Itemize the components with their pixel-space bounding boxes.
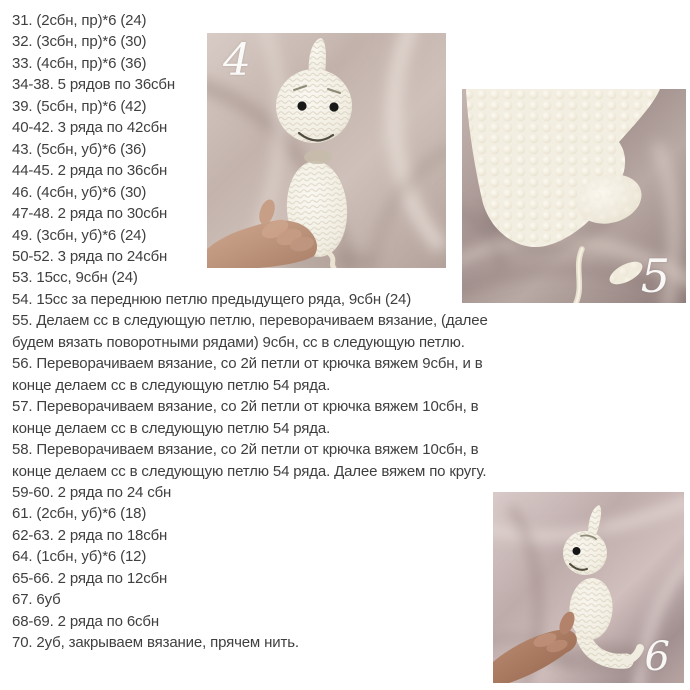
instruction-line: 57. Переворачиваем вязание, со 2й петли от крючка вяжем 10сбн, в bbox=[12, 398, 479, 416]
doll-neck-shadow bbox=[304, 150, 332, 164]
photo-number-4: 4 bbox=[223, 35, 251, 86]
instruction-line: 50-52. 3 ряда по 24сбн bbox=[12, 247, 168, 265]
instruction-line: 65-66. 2 ряда по 12сбн bbox=[12, 569, 168, 587]
instruction-line: конце делаем сс в следующую петлю 54 ряда. bbox=[12, 419, 331, 437]
photo-step-5 bbox=[462, 89, 686, 303]
instruction-line: 62-63. 2 ряда по 18сбн bbox=[12, 526, 168, 544]
doll-right-eye bbox=[329, 102, 338, 111]
instruction-line: конце делаем сс в следующую петлю 54 ряда. bbox=[12, 376, 331, 394]
yarn-tail bbox=[330, 254, 334, 268]
instruction-line: 64. (1сбн, уб)*6 (12) bbox=[12, 548, 147, 566]
instruction-line: 61. (2сбн, уб)*6 (18) bbox=[12, 505, 147, 523]
photo-step-6 bbox=[493, 492, 684, 683]
instruction-line: 70. 2уб, закрываем вязание, прячем нить. bbox=[12, 634, 299, 652]
instruction-line: 34-38. 5 рядов по 36сбн bbox=[12, 76, 175, 94]
instruction-line: 33. (4сбн, пр)*6 (36) bbox=[12, 54, 147, 72]
toy-eye bbox=[573, 547, 581, 555]
instruction-line: 56. Переворачиваем вязание, со 2й петли от крючка вяжем 9сбн, и в bbox=[12, 355, 483, 373]
photo-step-4 bbox=[207, 33, 446, 268]
instruction-line: 53. 15сс, 9сбн (24) bbox=[12, 269, 138, 287]
instruction-line: 40-42. 3 ряда по 42сбн bbox=[12, 119, 168, 137]
photo-number-5: 5 bbox=[640, 249, 670, 303]
instruction-line: будем вязать поворотными рядами) 9сбн, сс в следующую петлю. bbox=[12, 333, 465, 351]
instruction-line: 49. (3сбн, уб)*6 (24) bbox=[12, 226, 147, 244]
instruction-line: 32. (3сбн, пр)*6 (30) bbox=[12, 33, 147, 51]
instruction-line: 58. Переворачиваем вязание, со 2й петли от крючка вяжем 10сбн, в bbox=[12, 441, 479, 459]
instruction-line: 47-48. 2 ряда по 30сбн bbox=[12, 205, 168, 223]
instruction-line: 68-69. 2 ряда по 6сбн bbox=[12, 612, 159, 630]
instruction-line: 39. (5сбн, пр)*6 (42) bbox=[12, 97, 147, 115]
instruction-line: 55. Делаем сс в следующую петлю, переворачиваем вязание, (далее bbox=[12, 312, 488, 330]
photo-number-6: 6 bbox=[644, 634, 670, 680]
instruction-line: 59-60. 2 ряда по 24 сбн bbox=[12, 483, 172, 501]
instruction-line: 67. 6уб bbox=[12, 591, 61, 609]
instruction-line: 31. (2сбн, пр)*6 (24) bbox=[12, 12, 147, 29]
instruction-line: 44-45. 2 ряда по 36сбн bbox=[12, 162, 168, 180]
instruction-line: 54. 15сс за переднюю петлю предыдущего ряда, 9сбн (24) bbox=[12, 290, 412, 308]
instruction-line: 46. (4сбн, уб)*6 (30) bbox=[12, 183, 147, 201]
instruction-line: 43. (5сбн, уб)*6 (36) bbox=[12, 140, 147, 158]
instruction-line: конце делаем сс в следующую петлю 54 ряда. Далее вяжем по кругу. bbox=[12, 462, 487, 480]
doll-left-eye bbox=[297, 101, 306, 110]
